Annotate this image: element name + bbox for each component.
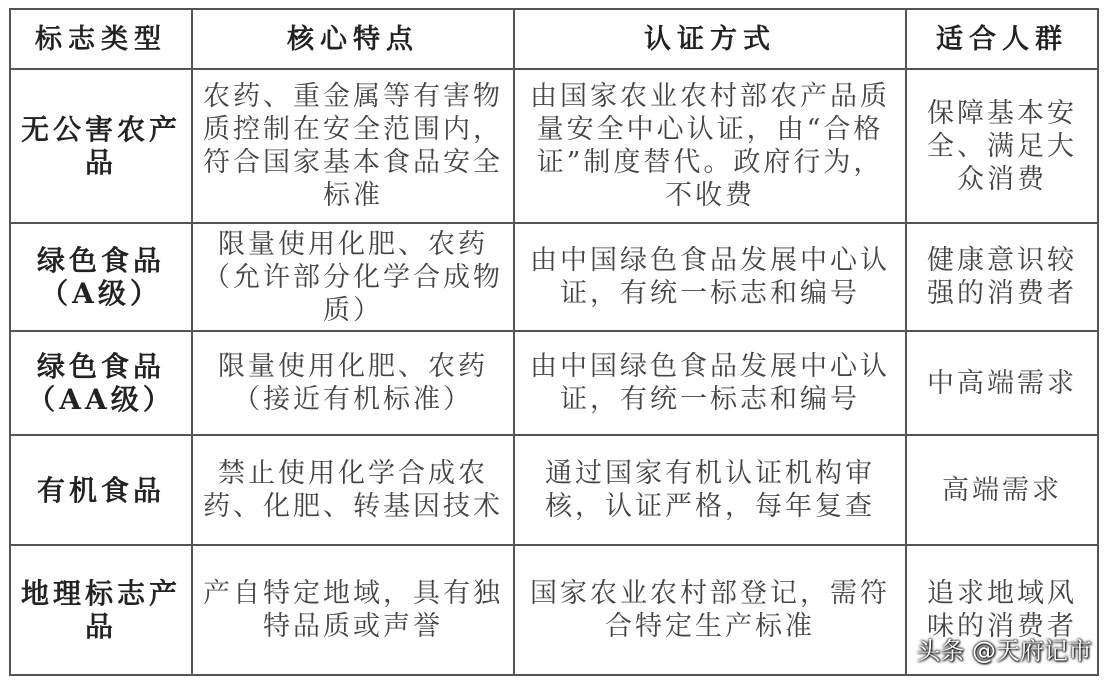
header-type: 标志类型 [10,9,192,69]
cell-feature: 限量使用化肥、农药（接近有机标准） [192,331,514,435]
header-audience: 适合人群 [906,9,1098,69]
cell-audience: 高端需求 [906,435,1098,545]
cell-feature: 限量使用化肥、农药（允许部分化学合成物质） [192,223,514,331]
certification-table [9,8,1099,676]
cell-certification: 国家农业农村部登记，需符合特定生产标准 [514,545,906,675]
table-row [10,331,1098,435]
label-type: 绿色食品（A级） [10,223,192,331]
cell-audience: 保障基本安全、满足大众消费 [906,69,1098,223]
table-row [10,223,1098,331]
cell-certification: 由中国绿色食品发展中心认证，有统一标志和编号 [514,223,906,331]
label-type: 绿色食品（AA级） [10,331,192,435]
cell-audience: 追求地域风味的消费者 [906,545,1098,675]
table-row [10,435,1098,545]
watermark: 头条 @天府记市 [916,637,1092,665]
cell-certification: 由国家农业农村部农产品质量安全中心认证，由“合格证”制度替代。政府行为，不收费 [514,69,906,223]
cell-feature: 禁止使用化学合成农药、化肥、转基因技术 [192,435,514,545]
cell-certification: 通过国家有机认证机构审核，认证严格，每年复查 [514,435,906,545]
cell-feature: 产自特定地域，具有独特品质或声誉 [192,545,514,675]
header-feature: 核心特点 [192,9,514,69]
header-row [10,9,1098,69]
cell-feature: 农药、重金属等有害物质控制在安全范围内，符合国家基本食品安全标准 [192,69,514,223]
cell-audience: 健康意识较强的消费者 [906,223,1098,331]
label-type: 有机食品 [10,435,192,545]
cell-audience: 中高端需求 [906,331,1098,435]
table-row [10,69,1098,223]
header-certification: 认证方式 [514,9,906,69]
label-type: 地理标志产品 [10,545,192,675]
label-type: 无公害农产品 [10,69,192,223]
cell-certification: 由中国绿色食品发展中心认证，有统一标志和编号 [514,331,906,435]
